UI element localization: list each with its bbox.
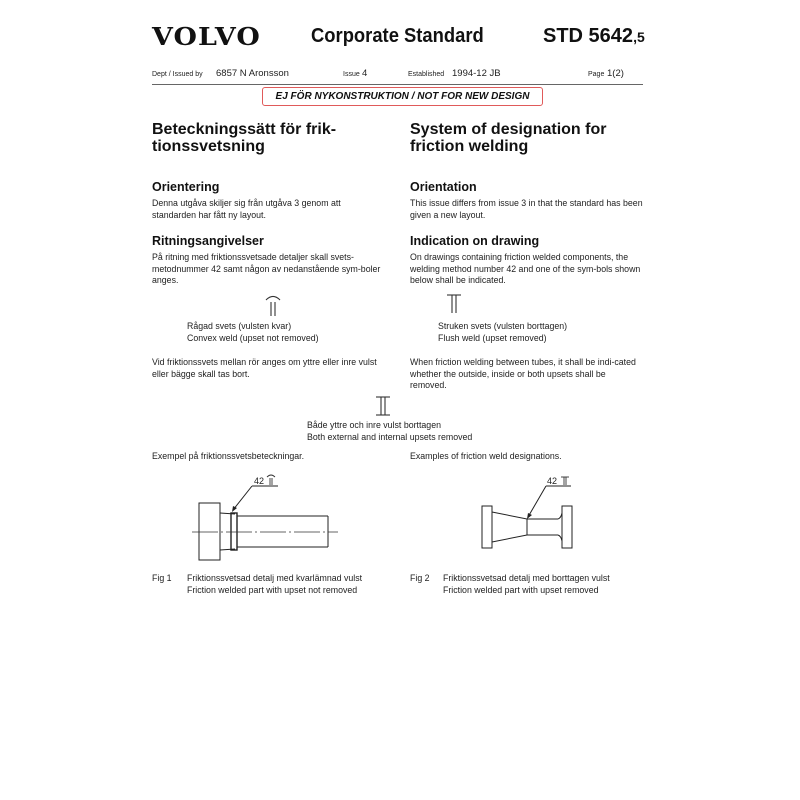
both-caption-swedish: Både yttre och inre vulst borttagen bbox=[307, 420, 441, 430]
tubes-text-english: When friction welding between tubes, it shall be indi-cated whether the outside, inside or both upsets shall be removed. bbox=[410, 357, 636, 390]
standard-revision: ,5 bbox=[633, 29, 645, 45]
fig1-caption-english: Friction welded part with upset not removed bbox=[187, 585, 358, 595]
standard-number-main: STD 5642 bbox=[543, 25, 634, 47]
examples-text-english: Examples of friction weld designations. bbox=[410, 451, 562, 461]
examples-text-swedish: Exempel på friktionssvetsbeteckningar. bbox=[152, 451, 305, 461]
title-swedish: Beteckningssätt för frik-tionssvetsning bbox=[152, 121, 337, 155]
tubes-text-swedish: Vid friktionssvets mellan rör anges om yttre eller inre vulst eller bägge skall tas bort. bbox=[152, 357, 377, 379]
fig2-caption-swedish: Friktionssvetsad detalj med borttagen vulst bbox=[443, 573, 610, 583]
established-value: 1994-12 JB bbox=[452, 68, 501, 79]
standard-number bbox=[543, 25, 645, 48]
page-number: 1(2) bbox=[607, 68, 624, 79]
convex-weld-symbol-icon bbox=[263, 292, 283, 318]
not-for-new-design-banner: EJ FÖR NYKONSTRUKTION / NOT FOR NEW DESIGN bbox=[262, 87, 543, 106]
header-rule bbox=[152, 84, 643, 85]
fig2-caption-english: Friction welded part with upset removed bbox=[443, 585, 599, 595]
flush-caption-swedish: Struken svets (vulsten borttagen) bbox=[438, 321, 568, 331]
page-label: Page bbox=[588, 71, 605, 78]
fig1-caption-swedish: Friktionssvetsad detalj med kvarlämnad vulst bbox=[187, 573, 363, 583]
flush-caption-english: Flush weld (upset removed) bbox=[438, 333, 547, 343]
dept-label: Dept / Issued by bbox=[152, 71, 203, 78]
flush-weld-symbol-icon bbox=[444, 293, 464, 315]
fig2-drawing bbox=[470, 468, 590, 558]
issue-value: 4 bbox=[362, 68, 368, 79]
orientation-text: This issue differs from issue 3 in that the standard has been given a new layout. bbox=[410, 198, 643, 220]
document-type-title: Corporate Standard bbox=[311, 25, 484, 47]
established-label: Established bbox=[408, 71, 445, 78]
fig1-weld-number: 42 bbox=[254, 476, 265, 486]
indication-text: On drawings containing friction welded components, the welding method number 42 and one of the sym-bols shown below shall be indicated. bbox=[410, 252, 641, 285]
heading-ritningsangivelser: Ritningsangivelser bbox=[152, 234, 264, 248]
both-caption-english: Both external and internal upsets removed bbox=[307, 432, 473, 442]
convex-caption-english: Convex weld (upset not removed) bbox=[187, 333, 319, 343]
both-upsets-removed-symbol-icon bbox=[373, 395, 393, 417]
convex-caption-swedish: Rågad svets (vulsten kvar) bbox=[187, 321, 292, 331]
fig2-label: Fig 2 bbox=[410, 573, 430, 583]
heading-orientering: Orientering bbox=[152, 180, 220, 194]
fig1-drawing bbox=[180, 468, 345, 568]
ritningsangivelser-text: På ritning med friktionssvetsade detaljer skall svets-metodnummer 42 samt någon av nedanstående sym-boler anges. bbox=[152, 252, 381, 285]
fig1-label: Fig 1 bbox=[152, 573, 172, 583]
fig2-weld-number: 42 bbox=[547, 476, 558, 486]
issue-label: Issue bbox=[343, 71, 360, 78]
heading-indication-on-drawing: Indication on drawing bbox=[410, 234, 540, 248]
orientering-text: Denna utgåva skiljer sig från utgåva 3 genom att standarden har fått ny layout. bbox=[152, 198, 341, 220]
title-english: System of designation for friction welding bbox=[410, 121, 607, 155]
volvo-logo: VOLVO bbox=[152, 22, 261, 51]
heading-orientation: Orientation bbox=[410, 180, 477, 194]
dept-value: 6857 N Aronsson bbox=[216, 68, 289, 79]
